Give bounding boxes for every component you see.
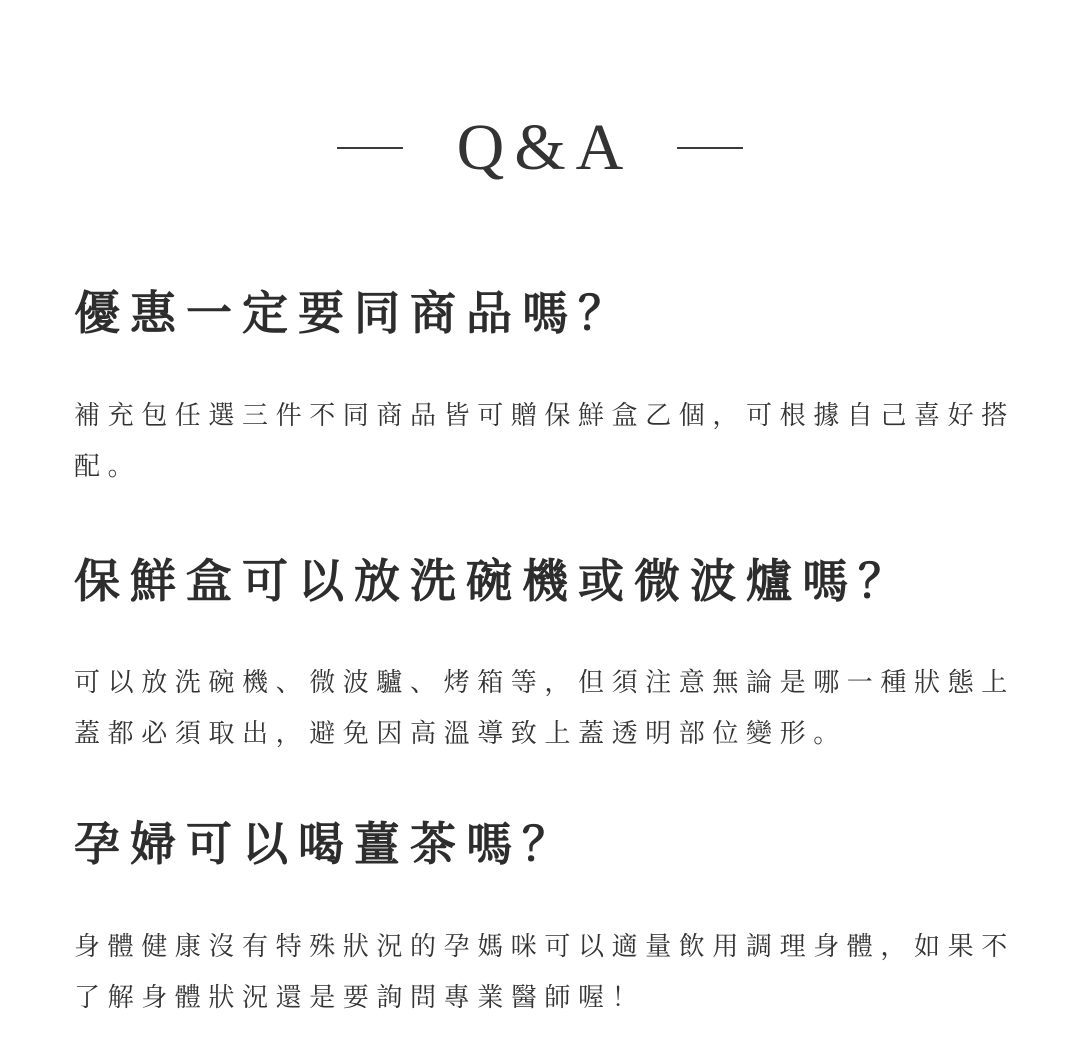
faq-question: 保鮮盒可以放洗碗機或微波爐嗎？ xyxy=(74,554,914,608)
faq-answer: 身體健康沒有特殊狀況的孕媽咪可以適量飲用調理身體，如果不了解身體狀況還是要詢問專業醫師喔！ xyxy=(74,932,1015,1013)
section-header xyxy=(0,108,1080,188)
faq-item xyxy=(74,282,1024,493)
faq-answer: 可以放洗碗機、微波驢、烤箱等，但須注意無論是哪一種狀態上蓋都必須取出，避免因高溫導致上蓋透明部位變形。 xyxy=(74,668,1015,749)
header-dash-right xyxy=(677,147,743,149)
header-dash-left xyxy=(337,147,403,149)
faq-question: 優惠一定要同商品嗎？ xyxy=(74,286,634,340)
page-title: Q&A xyxy=(456,111,634,184)
faq-item xyxy=(74,550,1024,760)
faq-question: 孕婦可以喝薑茶嗎？ xyxy=(74,817,578,871)
faq-answer: 補充包任選三件不同商品皆可贈保鮮盒乙個，可根據自己喜好搭配。 xyxy=(74,401,1015,482)
faq-item xyxy=(74,813,1024,1024)
